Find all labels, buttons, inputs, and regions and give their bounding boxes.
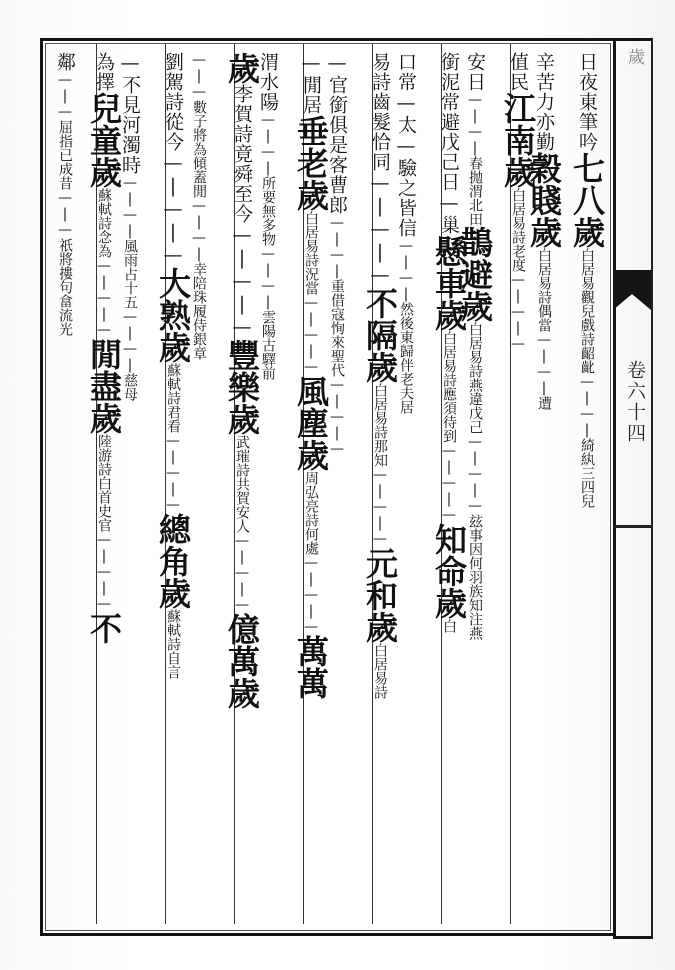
entry-heading: 風塵歲 [292, 375, 330, 471]
annotation: 白居易詩偶當—|—|遭 [536, 248, 552, 410]
margin-volume-label: 卷六十四 [624, 360, 646, 444]
annotation: 白 [441, 619, 457, 633]
entry-heading: 豐樂歲 [223, 339, 261, 435]
annotation: 周弘亮詩何處—|—|— [303, 471, 319, 635]
annotation: —|—屈指已成昔 [57, 72, 73, 190]
text-run: —不見河濁時 [119, 52, 141, 175]
annotation: 玆事因何羽族知注燕 [467, 514, 483, 640]
text-column [83, 52, 125, 920]
entry-heading: 大熟歲 [154, 267, 192, 363]
text-column [44, 52, 86, 920]
annotation: —|—|幸陪珠履侍銀章 [191, 198, 207, 360]
annotation: —|—|所要無多物 [260, 112, 276, 246]
text-run: 劉駕詩從今—|—|— [162, 52, 184, 267]
entry-heading: 穀賤歲 [525, 152, 563, 248]
entry-heading: 兒童歲 [85, 92, 123, 188]
entry-heading: 懸車歲 [430, 235, 468, 331]
text-run: 安日 [464, 52, 486, 92]
text-run: 銜泥常避戊己日—巢 [438, 52, 460, 235]
annotation: 白居易詩燕違戊己—|—|— [467, 322, 483, 514]
annotation: —|—|重借寇恂來 [329, 215, 345, 349]
text-column [221, 52, 263, 920]
entry-heading: 不 [85, 612, 123, 644]
annotation: —|—|風雨占十五 [122, 175, 138, 309]
margin-divider [613, 525, 651, 528]
annotation: 蘇軾詩念為—|—|— [96, 188, 112, 338]
annotation: 蘇軾詩君看—|—|— [165, 363, 181, 513]
text-column [566, 52, 608, 920]
entry-heading: 萬萬 [292, 635, 330, 699]
text-run: 日夜東筆吟 [576, 52, 598, 152]
entry-heading: 垂老歲 [292, 115, 330, 211]
annotation: 居 [398, 400, 414, 414]
text-run: 鄰 [54, 52, 76, 72]
annotation: 白居易觀兒戲詩齠齔 [579, 248, 595, 374]
annotation: 白居易詩應須待到—|—|— [441, 331, 457, 523]
entry-heading: 江南歲 [499, 92, 537, 188]
entry-heading: 七八歲 [568, 152, 606, 248]
annotation: —|—|慈母 [122, 309, 138, 401]
entry-heading: 閒盡歲 [85, 338, 123, 434]
text-run: —官銜俱是客曹郎 [326, 52, 348, 215]
annotation: —|—|春抛渭北田 [467, 92, 483, 226]
text-column [497, 52, 539, 920]
annotation: 白居易詩那知—|—|— [372, 383, 388, 547]
text-column [428, 52, 470, 920]
annotation: —|—|雲陽古驛前 [260, 246, 276, 380]
entry-heading: 不隔歲 [361, 287, 399, 383]
annotation: 陸游詩白首史官—|—|— [96, 434, 112, 612]
entry-heading: 知命歲 [430, 523, 468, 619]
text-run: 辛苦力亦勤 [533, 52, 555, 152]
annotation: 白居易詩 [372, 643, 388, 699]
annotation: —|—祇將摟句畣流光 [57, 190, 73, 336]
text-run: 口常—太—驗之皆信 [395, 52, 417, 238]
entry-heading: 總角歲 [154, 513, 192, 609]
text-run: 李賀詩竟舜至今—|—|— [231, 84, 253, 339]
text-column [152, 52, 194, 920]
entry-heading: 億萬歲 [223, 613, 261, 709]
annotation: 白居易詩老度—|—|— [510, 188, 526, 352]
text-column [359, 52, 401, 920]
annotation: 武璀詩共賀安人—|—|— [234, 435, 250, 613]
text-run: 值民 [507, 52, 529, 92]
annotation: 聖代—|—|— [329, 349, 345, 457]
text-run: 渭水陽 [257, 52, 279, 112]
annotation: 蘇軾詩自言 [165, 609, 181, 679]
entry-heading: 歲 [223, 52, 261, 84]
text-run: 易詩齒髮恰同—|—|— [369, 52, 391, 287]
text-run: 為擇 [93, 52, 115, 92]
annotation: —|—數子將為傾蓋閒 [191, 52, 207, 198]
center-margin [613, 38, 653, 939]
entry-heading: 鵲避歲 [456, 226, 494, 322]
annotation: —|—|然後東歸伴老夫 [398, 238, 414, 400]
annotation: —|—|綺紈三四兒 [579, 374, 595, 508]
text-column [290, 52, 332, 920]
annotation: 白居易詩況當—|—|— [303, 211, 319, 375]
text-run: —閒居 [300, 52, 322, 115]
entry-heading: 元和歲 [361, 547, 399, 643]
margin-top-label: 歲 [624, 48, 644, 65]
